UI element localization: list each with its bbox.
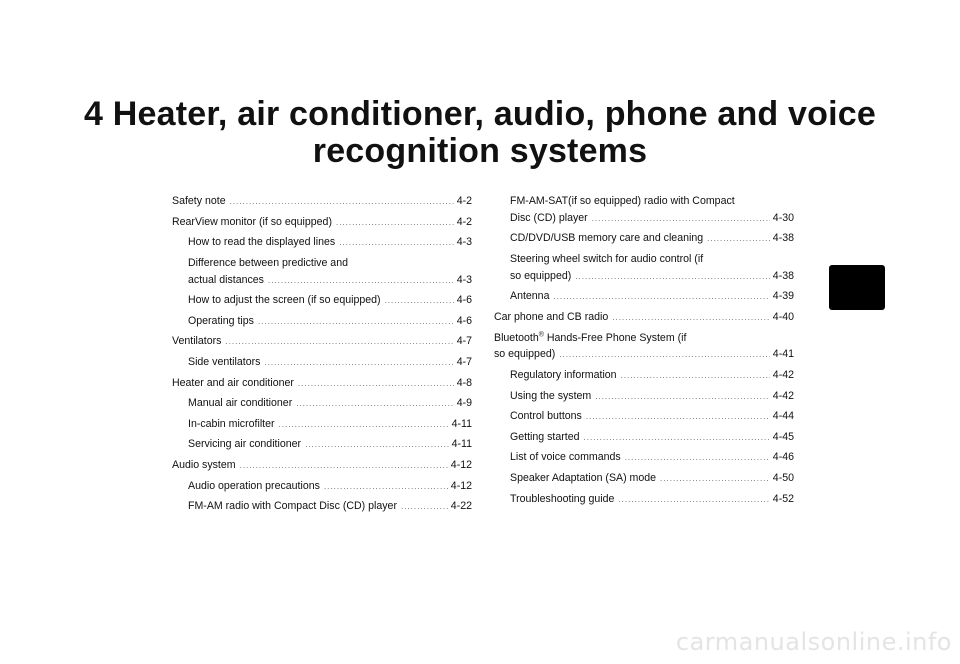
- toc-entry-page: 4-45: [772, 430, 794, 443]
- dot-leader: [707, 231, 770, 248]
- toc-entry-title: How to adjust the screen (if so equipped): [188, 294, 381, 307]
- dot-leader: [575, 269, 770, 286]
- dot-leader: [305, 437, 449, 454]
- toc-entry-title-line1: Difference between predictive and: [188, 256, 348, 269]
- toc-entry[interactable]: [172, 436, 472, 454]
- toc-entry-title-part: Hands-Free Phone System (if: [543, 331, 687, 344]
- toc-entry-title: Antenna: [510, 290, 550, 303]
- toc-entry-page: 4-7: [456, 335, 472, 348]
- toc-entry-page: 4-7: [456, 355, 472, 368]
- toc-entry-title: CD/DVD/USB memory care and cleaning: [510, 232, 704, 245]
- dot-leader: [586, 409, 770, 426]
- toc-entry-page: 4-2: [456, 195, 472, 207]
- dot-leader: [225, 334, 453, 351]
- toc-entry-title: so equipped): [510, 269, 572, 282]
- toc-entry[interactable]: [494, 429, 794, 447]
- toc-entry[interactable]: [494, 230, 794, 248]
- dot-leader: [660, 471, 770, 488]
- dot-leader: [324, 479, 448, 496]
- toc-entry-title-line1: [494, 330, 794, 347]
- toc-entry-title: Control buttons: [510, 410, 582, 423]
- registered-mark: ®: [538, 331, 544, 339]
- toc-entry-title: Operating tips: [188, 314, 254, 327]
- dot-leader: [618, 492, 769, 509]
- dot-leader: [612, 310, 770, 327]
- toc-entry-title: Servicing air conditioner: [188, 438, 302, 451]
- chapter-title-line1: 4 Heater, air conditioner, audio, phone and voice: [84, 95, 876, 133]
- chapter-tab-marker: [829, 265, 885, 310]
- toc-entry[interactable]: [494, 449, 794, 467]
- toc-entry-page: 4-44: [772, 410, 794, 423]
- dot-leader: [625, 450, 770, 467]
- toc-entry[interactable]: [172, 333, 472, 351]
- toc-entry[interactable]: [494, 288, 794, 306]
- toc-entry-title: Car phone and CB radio: [494, 310, 609, 323]
- toc-entry[interactable]: [172, 234, 472, 252]
- toc-entry-page: 4-40: [772, 310, 794, 323]
- toc-entry[interactable]: [494, 408, 794, 426]
- toc-entry-title: actual distances: [188, 273, 264, 286]
- toc-entry-page: 4-6: [456, 314, 472, 327]
- toc-entry-page: 4-50: [772, 471, 794, 484]
- toc-entry-title: Manual air conditioner: [188, 397, 293, 410]
- dot-leader: [592, 211, 770, 228]
- dot-leader: [298, 376, 454, 393]
- toc-entry-title: Ventilators: [172, 335, 222, 348]
- dot-leader: [553, 289, 769, 306]
- toc-entry-title-line1: Steering wheel switch for audio control (if: [510, 252, 704, 265]
- toc-entry-title: Speaker Adaptation (SA) mode: [510, 471, 657, 484]
- toc-entry-page: 4-3: [456, 273, 472, 286]
- dot-leader: [296, 396, 453, 413]
- toc-entry-page: 4-2: [456, 215, 472, 228]
- dot-leader: [385, 293, 454, 310]
- toc-entry-title: List of voice commands: [510, 451, 621, 464]
- dot-leader: [230, 194, 454, 211]
- toc-entry-title: In-cabin microfilter: [188, 417, 275, 430]
- toc-entry-page: 4-22: [450, 500, 472, 513]
- toc-entry[interactable]: [172, 478, 472, 496]
- toc-entry-title: so equipped): [494, 348, 556, 361]
- toc-entry[interactable]: [172, 416, 472, 434]
- toc-entry[interactable]: [494, 367, 794, 385]
- toc-entry[interactable]: [494, 470, 794, 488]
- toc-entry-title: Regulatory information: [510, 368, 617, 381]
- toc-entry[interactable]: [172, 313, 472, 331]
- chapter-title-line2: recognition systems: [312, 132, 648, 170]
- toc-entry[interactable]: [494, 251, 794, 286]
- toc-entry-title-line1: FM-AM-SAT(if so equipped) radio with Compact: [510, 195, 735, 207]
- toc-entry-title: Troubleshooting guide: [510, 492, 615, 505]
- dot-leader: [559, 347, 770, 364]
- toc-entry-page: 4-6: [456, 294, 472, 307]
- toc-entry[interactable]: [494, 193, 794, 228]
- dot-leader: [264, 355, 453, 372]
- dot-leader: [336, 215, 454, 232]
- toc-entry[interactable]: [172, 214, 472, 232]
- dot-leader: [584, 430, 770, 447]
- toc-entry-title: Heater and air conditioner: [172, 376, 294, 389]
- toc-entry-page: 4-38: [772, 232, 794, 245]
- toc-entry[interactable]: [172, 354, 472, 372]
- dot-leader: [268, 273, 454, 290]
- dot-leader: [240, 458, 448, 475]
- dot-leader: [339, 235, 453, 252]
- toc-entry[interactable]: [172, 498, 472, 516]
- toc-entry[interactable]: [494, 309, 794, 327]
- toc-entry[interactable]: [172, 395, 472, 413]
- toc-right-column: [494, 193, 794, 511]
- toc-entry-title: Safety note: [172, 195, 226, 207]
- dot-leader: [258, 314, 454, 331]
- toc-entry-page: 4-8: [456, 376, 472, 389]
- toc-entry[interactable]: [494, 388, 794, 406]
- toc-entry-title-part: Bluetooth: [494, 331, 539, 344]
- toc-entry-page: 4-42: [772, 368, 794, 381]
- toc-entry[interactable]: [172, 193, 472, 211]
- toc-entry-page: 4-46: [772, 451, 794, 464]
- toc-entry[interactable]: [172, 375, 472, 393]
- dot-leader: [279, 417, 449, 434]
- toc-entry[interactable]: [494, 491, 794, 509]
- toc-entry-page: 4-39: [772, 290, 794, 303]
- toc-entry-page: 4-38: [772, 269, 794, 282]
- toc-entry-page: 4-42: [772, 389, 794, 402]
- toc-entry-title: Disc (CD) player: [510, 211, 588, 224]
- watermark: carmanualsonline.info: [675, 628, 952, 656]
- toc-entry-title: Side ventilators: [188, 355, 261, 368]
- toc-entry[interactable]: [494, 330, 794, 365]
- toc-entry-title: Using the system: [510, 389, 592, 402]
- chapter-title: [0, 96, 960, 170]
- toc-entry-title: FM-AM radio with Compact Disc (CD) player: [188, 500, 397, 513]
- dot-leader: [621, 368, 770, 385]
- toc-entry[interactable]: [172, 292, 472, 310]
- toc-entry-page: 4-52: [772, 492, 794, 505]
- dot-leader: [595, 389, 770, 406]
- toc-left-column: [172, 193, 472, 519]
- toc-entry-page: 4-12: [450, 458, 472, 471]
- toc-entry-page: 4-11: [451, 438, 472, 451]
- toc-entry-page: 4-12: [450, 479, 472, 492]
- toc-entry[interactable]: [172, 457, 472, 475]
- toc-entry-page: 4-30: [772, 211, 794, 224]
- toc-entry-page: 4-9: [456, 397, 472, 410]
- toc-entry-title: RearView monitor (if so equipped): [172, 215, 332, 228]
- toc-entry-title: Audio system: [172, 458, 236, 471]
- toc-entry-title: How to read the displayed lines: [188, 236, 336, 249]
- toc-entry-title: Getting started: [510, 430, 580, 443]
- toc-entry-page: 4-41: [772, 348, 794, 361]
- dot-leader: [401, 499, 448, 516]
- toc-entry-page: 4-3: [456, 236, 472, 249]
- toc-entry-title: Audio operation precautions: [188, 479, 320, 492]
- toc-entry[interactable]: [172, 255, 472, 290]
- toc-entry-page: 4-11: [451, 417, 472, 430]
